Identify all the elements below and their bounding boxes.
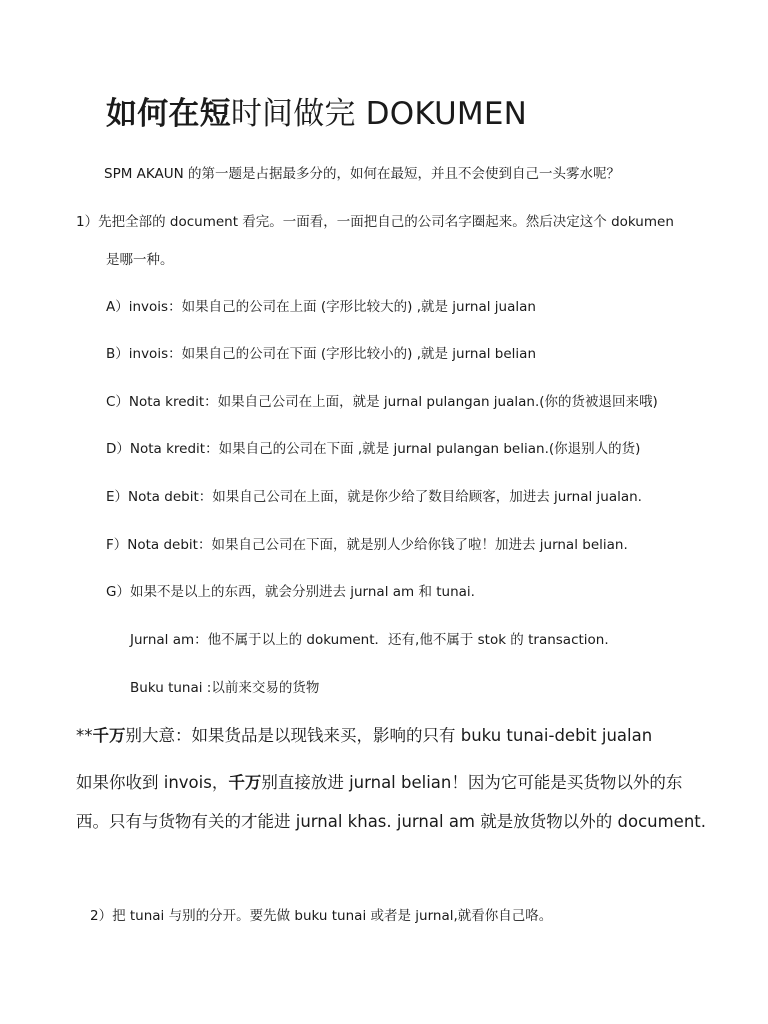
step2-line: 2）把 tunai 与别的分开。要先做 buku tunai 或者是 jurnal,就看你自己咯。: [90, 908, 553, 924]
warning-bold: 千万: [92, 726, 126, 745]
step1-line2: 是哪一种。: [106, 252, 174, 268]
title-rest: 时间做完 DOKUMEN: [230, 96, 528, 132]
step1-line1: 1）先把全部的 document 看完。一面看，一面把自己的公司名字圈起来。然后决定这个 dokumen: [76, 214, 674, 230]
sub-item-buku-tunai: Buku tunai :以前来交易的货物: [130, 680, 320, 696]
option-g: G）如果不是以上的东西，就会分别进去 jurnal am 和 tunai.: [106, 584, 475, 600]
option-f: F）Nota debit：如果自己公司在下面，就是别人少给你钱了啦！加进去 jurnal belian.: [106, 537, 628, 553]
option-c: C）Nota kredit：如果自己公司在上面，就是 jurnal pulangan jualan.(你的货被退回来哦): [106, 394, 658, 410]
intro-paragraph: SPM AKAUN 的第一题是占据最多分的，如何在最短，并且不会使到自己一头雾水呢？: [104, 166, 621, 182]
option-b: B）invois：如果自己的公司在下面 (字形比较小的) ,就是 jurnal belian: [106, 346, 536, 362]
option-e: E）Nota debit：如果自己公司在上面，就是你少给了数目给顾客，加进去 jurnal jualan.: [106, 489, 642, 505]
warning-line: [76, 726, 652, 746]
option-a: A）invois：如果自己的公司在上面 (字形比较大的) ,就是 jurnal jualan: [106, 299, 536, 315]
warning-text: 别大意：如果货品是以现钱来买，影响的只有 buku tunai-debit jualan: [125, 726, 653, 745]
note-line2: 西。只有与货物有关的才能进 jurnal khas. jurnal am 就是放货物以外的 document.: [76, 812, 706, 831]
document-title: [106, 96, 527, 133]
title-bold-part: 如何在短: [106, 96, 231, 132]
warning-prefix: **: [76, 726, 93, 745]
note-line1-pre: 如果你收到 invois，: [76, 773, 229, 792]
sub-item-jurnal-am: Jurnal am：他不属于以上的 dokument．还有,他不属于 stok 的 transaction.: [130, 632, 609, 648]
note-line1: [76, 773, 682, 793]
note-line1-post: 别直接放进 jurnal belian！因为它可能是买货物以外的东: [261, 773, 683, 792]
note-line1-bold: 千万: [228, 773, 262, 792]
option-d: D）Nota kredit：如果自己的公司在下面 ,就是 jurnal pulangan belian.(你退别人的货): [106, 441, 641, 457]
